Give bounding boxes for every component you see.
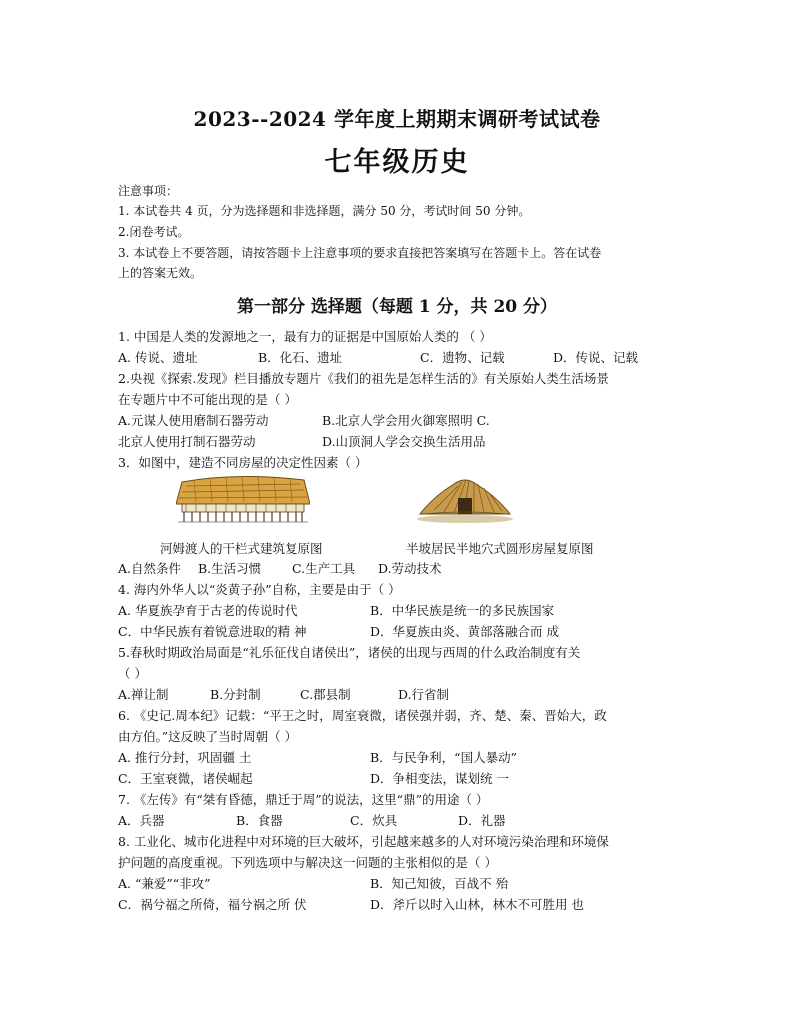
q2-option-b: B.北京人学会用火御寒照明 C.: [322, 413, 490, 428]
q8-option-a: A. “兼爱”“非攻”: [118, 876, 211, 891]
q1-option-b: B．化石、遗址: [258, 350, 343, 365]
q2-option-d: D.山顶洞人学会交换生活用品: [322, 434, 486, 449]
question-1-stem: 1. 中国是人类的发源地之一，最有力的证据是中国原始人类的 （ ）: [118, 329, 492, 344]
question-8-stem-cont: 护问题的高度重视。下列选项中与解决这一问题的主张相似的是（ ）: [118, 855, 497, 870]
q1-option-d: D．传说、记载: [553, 350, 639, 365]
q4-option-c: C．中华民族有着锐意进取的精 神: [118, 624, 307, 639]
pit-house-caption: 半坡居民半地穴式圆形房屋复原图: [406, 541, 594, 556]
q3-option-a: A.自然条件: [118, 561, 182, 576]
q6-option-b: B．与民争利，“国人暴动”: [370, 750, 517, 765]
q3-option-b: B.生活习惯: [198, 561, 262, 576]
q4-option-a: A. 华夏族孕育于古老的传说时代: [118, 603, 298, 618]
note-item: 上的答案无效。: [118, 266, 203, 280]
question-6-stem: 6. 《史记.周本纪》记载：“平王之时，周室衰微，诸侯强并弱，齐、楚、秦、晋始大，政: [118, 708, 607, 723]
q1-option-c: C．遗物、记载: [420, 350, 505, 365]
q7-option-a: A．兵器: [118, 813, 165, 828]
q8-option-b: B．知己知彼，百战不 殆: [370, 876, 509, 891]
question-6-stem-cont: 由方伯。”这反映了当时周朝（ ）: [118, 729, 298, 744]
q8-option-d: D．斧斤以时入山林，林木不可胜用 也: [370, 897, 584, 912]
q6-option-c: C．王室衰微，诸侯崛起: [118, 771, 253, 786]
note-item: 3. 本试卷上不要答题，请按答题卡上注意事项的要求直接把答案填写在答题卡上。答在试卷: [118, 246, 602, 260]
question-7-stem: 7. 《左传》有“桀有昏德，鼎迁于周”的说法，这里“鼎”的用途（ ）: [118, 792, 489, 807]
exam-title: 2023--2024 学年度上期期末调研考试试卷: [193, 107, 601, 131]
exam-subject-title: 七年级历史: [324, 147, 470, 178]
q1-option-a: A. 传说、遗址: [118, 350, 198, 365]
q4-option-b: B．中华民族是统一的多民族国家: [370, 603, 555, 618]
q8-option-c: C．祸兮福之所倚，福兮祸之所 伏: [118, 897, 307, 912]
q5-option-d: D.行省制: [398, 687, 450, 702]
q2-option-c: 北京人使用打制石器劳动: [118, 434, 256, 449]
question-5-stem: 5.春秋时期政治局面是“礼乐征伐自诸侯出”，诸侯的出现与西周的什么政治制度有关: [118, 645, 581, 660]
question-2-stem: 2.央视《探索.发现》栏目播放专题片《我们的祖先是怎样生活的》有关原始人类生活场景: [118, 371, 609, 386]
q7-option-b: B．食器: [236, 813, 283, 828]
notes-heading: 注意事项：: [118, 184, 179, 198]
stilt-house-illustration: [176, 472, 310, 524]
section-title: 第一部分 选择题（每题 1 分，共 20 分）: [236, 297, 558, 317]
q5-option-a: A.禅让制: [118, 687, 169, 702]
q6-option-d: D．争相变法，谋划统 一: [370, 771, 509, 786]
question-3-stem: 3．如图中，建造不同房屋的决定性因素（ ）: [118, 455, 368, 470]
note-item: 2.闭卷考试。: [118, 225, 190, 239]
question-8-stem: 8. 工业化、城市化进程中对环境的巨大破坏，引起越来越多的人对环境污染治理和环境保: [118, 834, 609, 849]
note-item: 1. 本试卷共 4 页，分为选择题和非选择题，满分 50 分，考试时间 50 分钟。: [118, 204, 531, 218]
question-2-stem-cont: 在专题片中不可能出现的是（ ）: [118, 392, 297, 407]
question-5-stem-cont: （ ）: [118, 666, 147, 681]
q6-option-a: A. 推行分封，巩固疆 土: [118, 750, 252, 765]
q5-option-b: B.分封制: [210, 687, 261, 702]
q3-option-d: D.劳动技术: [378, 561, 442, 576]
pit-house-illustration: [414, 472, 516, 524]
q7-option-d: D．礼器: [458, 813, 506, 828]
q5-option-c: C.郡县制: [300, 687, 351, 702]
q4-option-d: D．华夏族由炎、黄部落融合而 成: [370, 624, 559, 639]
question-4-stem: 4. 海内外华人以“炎黄子孙”自称，主要是由于（ ）: [118, 582, 401, 597]
q2-option-a: A.元谋人使用磨制石器劳动: [118, 413, 269, 428]
q3-option-c: C.生产工具: [292, 561, 356, 576]
q7-option-c: C．炊具: [350, 813, 398, 828]
stilt-house-caption: 河姆渡人的干栏式建筑复原图: [160, 541, 323, 556]
